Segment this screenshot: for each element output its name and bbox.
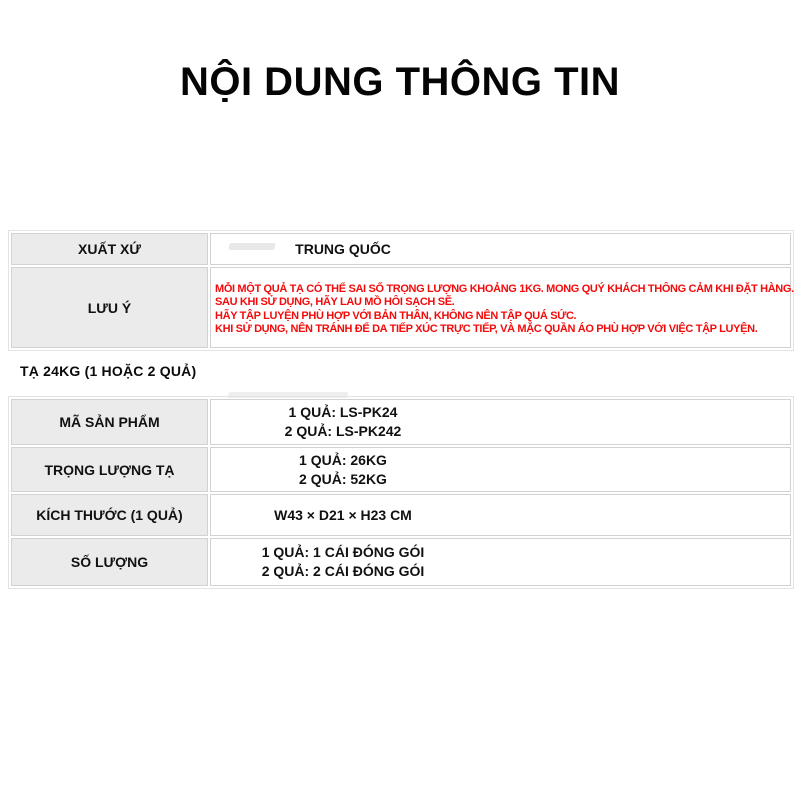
info-table xyxy=(8,230,794,351)
table-row xyxy=(11,447,791,492)
quantity-values xyxy=(211,543,475,581)
section-heading: TẠ 24KG (1 HOẶC 2 QUẢ) xyxy=(20,363,197,379)
table-row xyxy=(11,538,791,586)
dimensions-values xyxy=(211,506,475,525)
product-code-label: MÃ SẢN PHẨM xyxy=(11,399,208,445)
note-line: SAU KHI SỬ DỤNG, HÃY LAU MỒ HÔI SẠCH SẼ. xyxy=(215,296,455,309)
product-code-value-cell xyxy=(210,399,791,445)
note-label: LƯU Ý xyxy=(11,267,208,348)
dimensions-label: KÍCH THƯỚC (1 QUẢ) xyxy=(11,494,208,536)
spec-table xyxy=(8,396,794,589)
value-line: W43 × D21 × H23 CM xyxy=(274,506,412,523)
note-lines xyxy=(211,275,794,341)
value-line: 2 QUẢ: 2 CÁI ĐÓNG GÓI xyxy=(261,563,425,579)
value-line: 2 QUẢ: 52KG xyxy=(299,470,387,487)
note-cell xyxy=(210,267,794,348)
quantity-value-cell xyxy=(210,538,791,586)
weight-label: TRỌNG LƯỢNG TẠ xyxy=(11,447,208,492)
table-row xyxy=(11,267,791,348)
table-row xyxy=(11,233,791,265)
quantity-label: SỐ LƯỢNG xyxy=(11,538,208,586)
page-title: NỘI DUNG THÔNG TIN xyxy=(179,60,621,104)
value-line: 1 QUẢ: LS-PK24 xyxy=(288,404,398,420)
note-line: KHI SỬ DỤNG, NÊN TRÁNH ĐỂ DA TIẾP XÚC TRỰC TIẾP, VÀ MẶC QUẦN ÁO PHÙ HỢP VỚI VIỆC TẬP LUYỆN. xyxy=(215,322,758,335)
value-line: 1 QUẢ: 1 CÁI ĐÓNG GÓI xyxy=(261,544,425,560)
dimensions-value-cell xyxy=(210,494,791,536)
value-line: 1 QUẢ: 26KG xyxy=(299,451,387,468)
origin-value: TRUNG QUỐC xyxy=(295,240,391,257)
table-row xyxy=(11,494,791,536)
note-line: HÃY TẬP LUYỆN PHÙ HỢP VỚI BẢN THÂN, KHÔNG NÊN TẬP QUÁ SỨC. xyxy=(215,309,577,322)
table-row xyxy=(11,399,791,445)
note-line: MỖI MỘT QUẢ TẠ CÓ THỂ SAI SỐ TRỌNG LƯỢNG KHOẢNG 1KG. MONG QUÝ KHÁCH THÔNG CẢM KHI ĐẶT HÀNG. xyxy=(215,282,794,295)
weight-values xyxy=(211,451,475,489)
weight-value-cell xyxy=(210,447,791,492)
origin-value-cell xyxy=(210,233,791,265)
origin-label: XUẤT XỨ xyxy=(11,233,208,265)
value-line: 2 QUẢ: LS-PK242 xyxy=(284,423,402,439)
product-code-values xyxy=(211,403,475,441)
